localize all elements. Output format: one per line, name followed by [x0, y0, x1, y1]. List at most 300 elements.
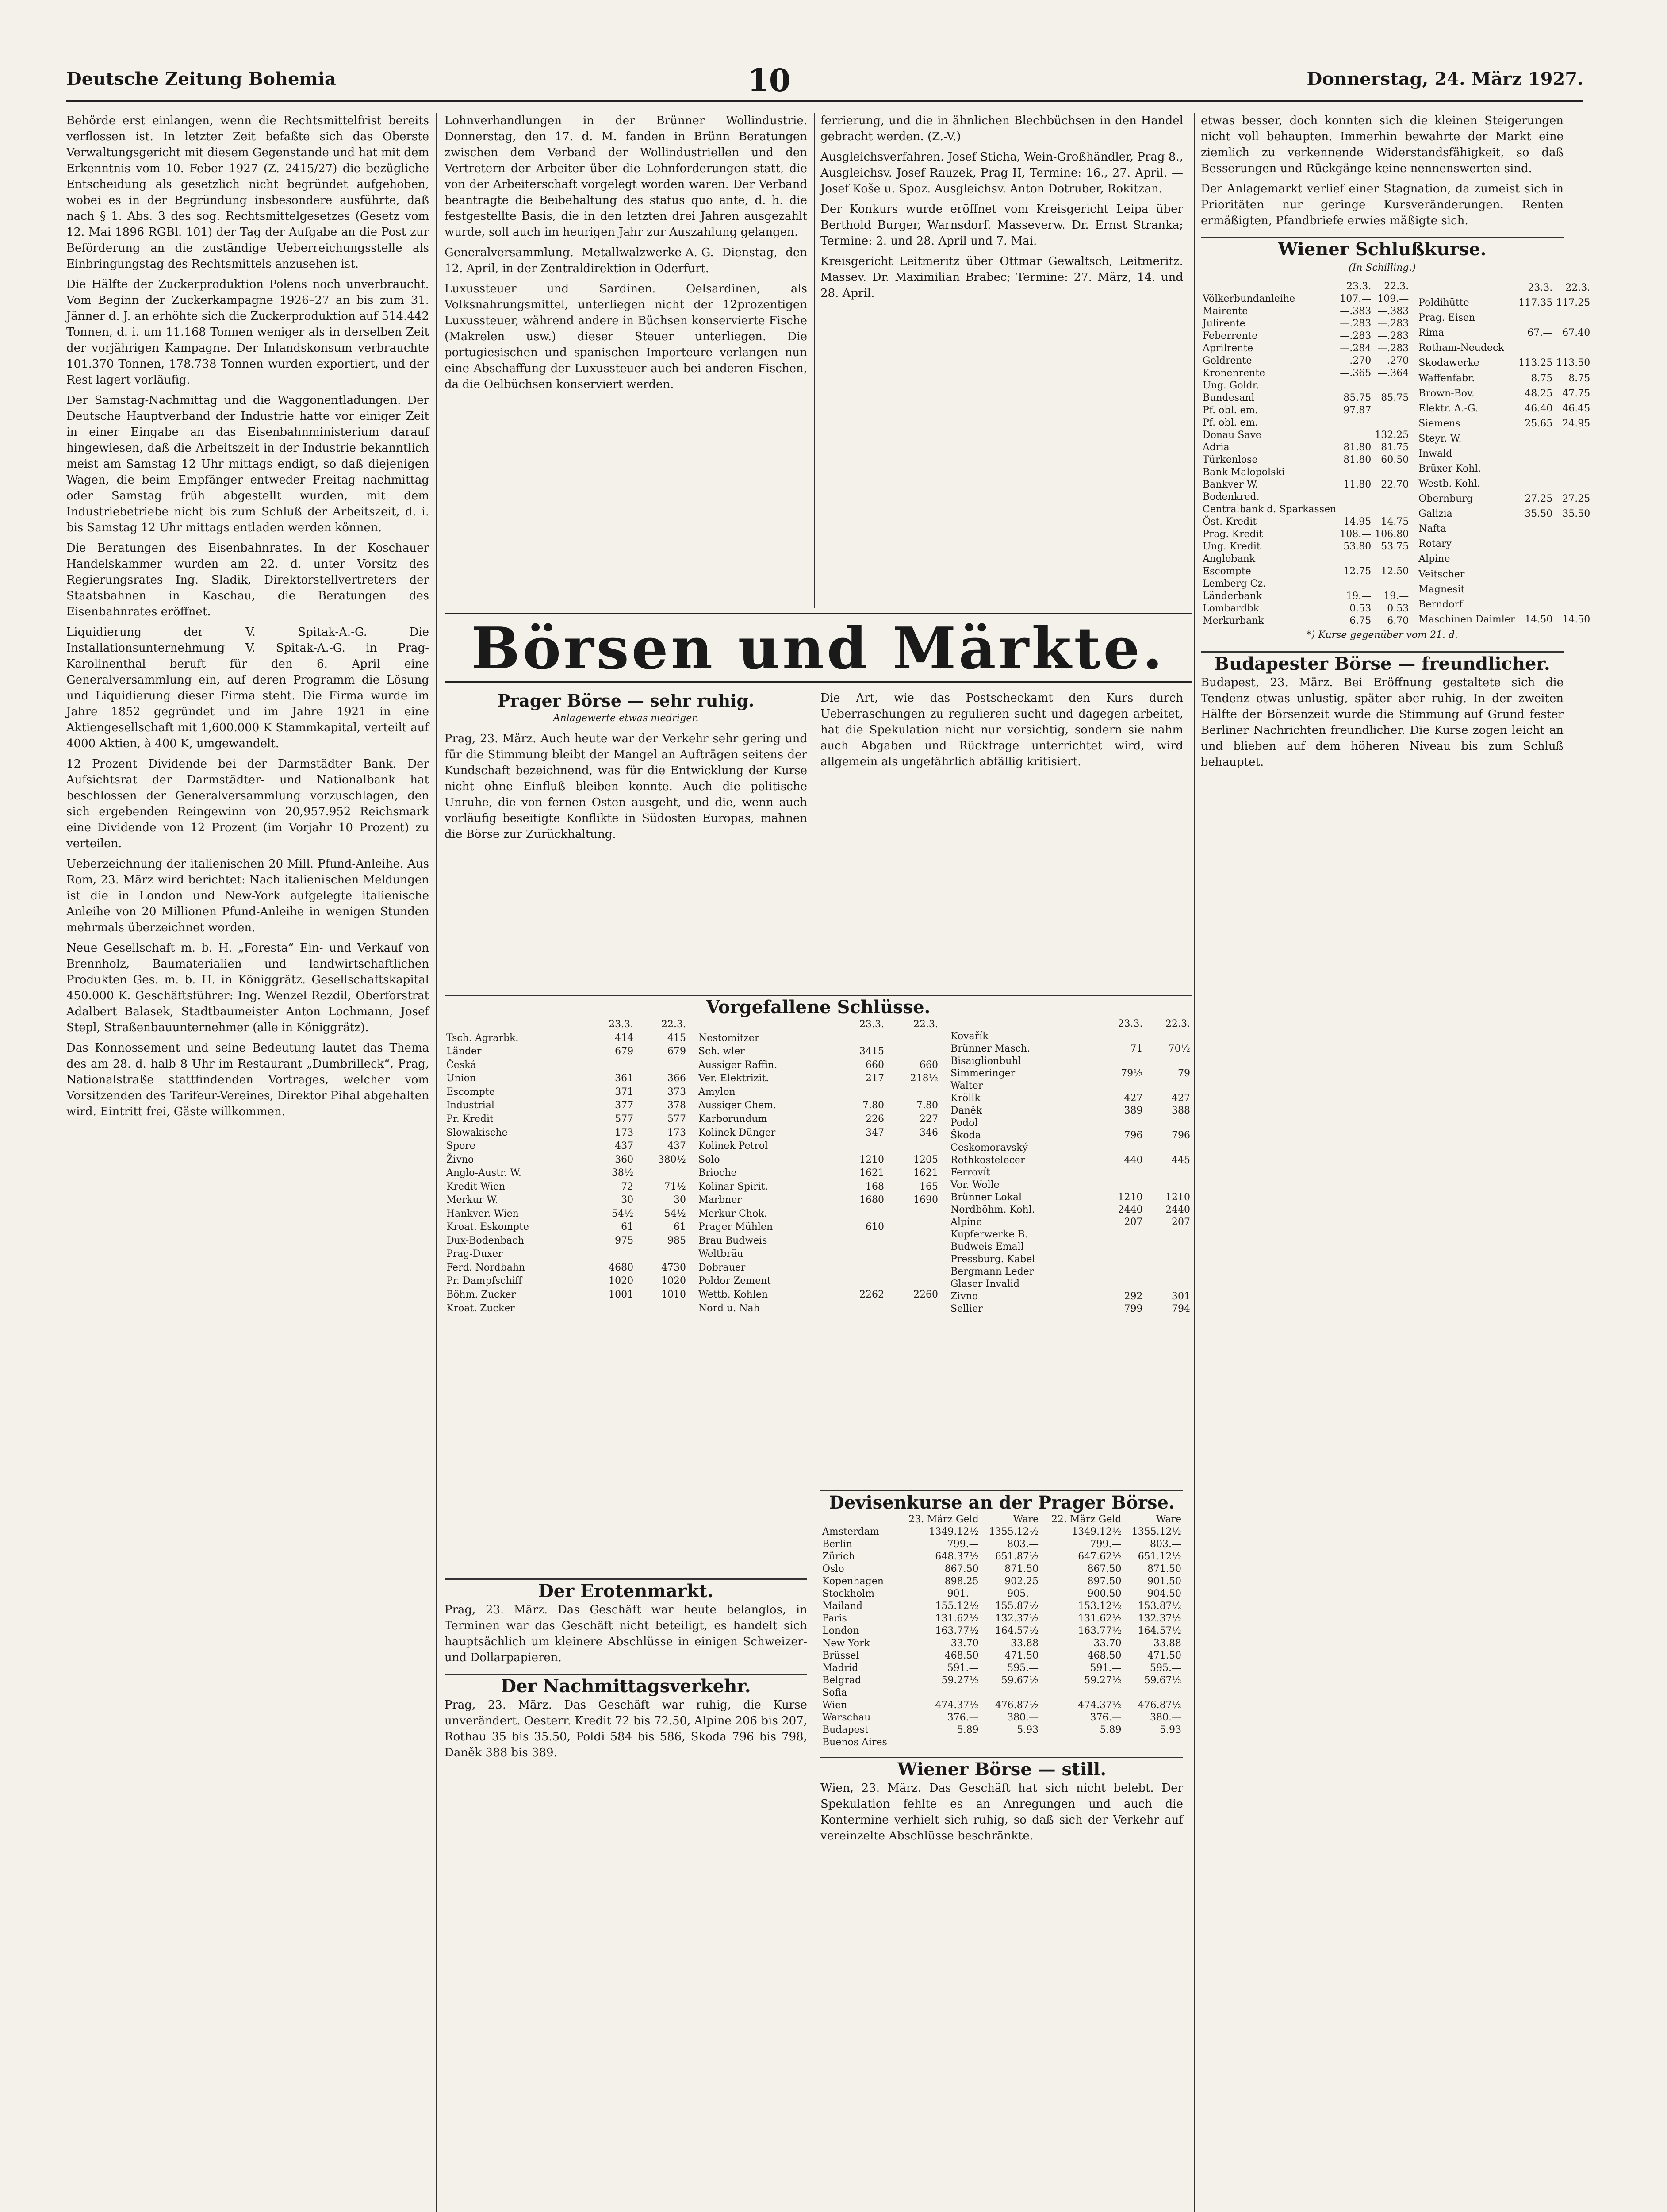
quote-value: 11.80: [1343, 479, 1372, 490]
security-name: Bergmann Leder: [950, 1266, 1034, 1277]
quote-value: [1338, 466, 1373, 479]
table-row: [697, 1288, 940, 1302]
article-paragraph: etwas besser, doch konnten sich die kleinen Steigerungen nicht voll behaupten. Immerhin bewahrte der Markt eine ziemlich zu verkennende Widerstandsfähigkeit, so daß Besserungen und Rückgänge keine nennenswerten sind.: [1201, 114, 1564, 175]
quote-value: 5.93: [1160, 1724, 1181, 1736]
security-name: Zivno: [950, 1291, 978, 1302]
table-row: [949, 1216, 1192, 1229]
quote-value: [1097, 1253, 1144, 1266]
table-row: [697, 1032, 940, 1045]
security-name: Aussiger Raffin.: [698, 1059, 778, 1071]
security-name: Glaser Invalid: [950, 1279, 1020, 1290]
quote-value: [1338, 380, 1373, 392]
wiener-boerse-title: Wiener Börse — still.: [820, 1757, 1183, 1778]
quote-value: 897.50: [1087, 1576, 1122, 1587]
column-3-top: [820, 113, 1183, 577]
quote-value: [1554, 567, 1592, 582]
quote-value: 437: [615, 1141, 634, 1152]
security-name: Pr. Kredit: [446, 1113, 494, 1125]
quote-value: 132.25: [1375, 430, 1409, 441]
quote-value: 97.87: [1343, 405, 1372, 416]
quote-value: —.283: [1340, 318, 1372, 329]
table-row: [1201, 578, 1410, 590]
quote-value: 79: [1178, 1068, 1190, 1079]
security-name: Kolinek Dünger: [698, 1127, 776, 1138]
quote-value: [1144, 1117, 1192, 1129]
quote-value: 437: [667, 1141, 686, 1152]
table-row: [1417, 461, 1592, 476]
quote-value: 415: [667, 1032, 686, 1044]
quote-value: 867.50: [1087, 1563, 1122, 1575]
table-row: [445, 1072, 688, 1086]
quote-value: 985: [667, 1235, 686, 1246]
quote-value: 35.50: [1525, 508, 1553, 520]
security-name: Bundesanl: [1203, 392, 1255, 403]
security-name: Simmeringer: [950, 1068, 1016, 1079]
quote-value: 27.25: [1525, 493, 1553, 505]
quote-value: [1554, 446, 1592, 461]
quote-value: [1123, 1687, 1184, 1699]
security-name: Pf. obl. em.: [1203, 417, 1258, 428]
quote-value: [886, 1045, 940, 1059]
quote-value: 60.50: [1381, 454, 1409, 465]
table-row: [820, 1650, 1183, 1662]
table-row: [949, 1241, 1192, 1253]
quote-value: 207: [1172, 1217, 1190, 1228]
quote-value: 12.50: [1381, 566, 1409, 577]
table-row: [1201, 380, 1410, 392]
quote-value: 388: [1172, 1105, 1190, 1116]
quote-value: 346: [920, 1127, 938, 1138]
quote-value: 5.93: [1017, 1724, 1039, 1736]
security-name: Sch. wler: [698, 1046, 745, 1057]
column-1: [66, 113, 429, 2212]
quote-value: —.283: [1340, 330, 1372, 342]
table-row: [445, 1194, 688, 1207]
quote-value: [1097, 1117, 1144, 1129]
quote-value: 72: [621, 1181, 634, 1192]
security-name: Škoda: [950, 1130, 981, 1141]
quote-value: [635, 1059, 688, 1072]
quote-value: [1144, 1266, 1192, 1278]
quote-value: 591.—: [947, 1663, 979, 1674]
quote-value: 867.50: [944, 1563, 979, 1575]
security-name: Kronenrente: [1203, 368, 1265, 379]
quote-value: 905.—: [1007, 1588, 1039, 1599]
quote-value: [1097, 1080, 1144, 1092]
table-row: [949, 1117, 1192, 1129]
quote-value: 59.67½: [1001, 1675, 1039, 1686]
quote-value: 1349.12½: [929, 1526, 979, 1537]
quote-value: 474.37½: [1078, 1700, 1122, 1711]
security-name: London: [822, 1625, 859, 1636]
quote-value: 30: [621, 1194, 634, 1206]
table-row: [697, 1099, 940, 1113]
quote-value: [838, 1086, 886, 1099]
quote-value: 61: [674, 1221, 686, 1233]
quote-value: 900.50: [1087, 1588, 1122, 1599]
table-row: [1417, 431, 1592, 446]
quote-value: —.283: [1377, 330, 1409, 342]
security-name: Dobrauer: [698, 1262, 746, 1273]
quote-value: 155.87½: [995, 1601, 1039, 1612]
table-row: [949, 1266, 1192, 1278]
table-row: [1201, 367, 1410, 380]
quote-value: 117.35: [1518, 297, 1553, 309]
table-row: [949, 1179, 1192, 1191]
security-name: Nordböhm. Kohl.: [950, 1204, 1035, 1215]
security-name: Madrid: [822, 1663, 858, 1674]
security-name: Merkur Chok.: [698, 1208, 767, 1219]
security-name: Alpine: [950, 1217, 982, 1228]
security-name: Feberrente: [1203, 330, 1258, 342]
quote-value: 218½: [910, 1073, 938, 1084]
quote-value: [1373, 578, 1410, 590]
quote-value: 59.27½: [941, 1675, 979, 1686]
table-row: [445, 1059, 688, 1072]
security-name: Escompte: [1203, 566, 1251, 577]
quote-value: [897, 1736, 980, 1749]
security-name: Öst. Kredit: [1203, 516, 1257, 527]
table-row: [1417, 446, 1592, 461]
prager-boerse-title: Prager Börse — sehr ruhig.: [497, 691, 755, 710]
security-name: Julirente: [1203, 318, 1245, 329]
quote-value: 173: [615, 1127, 634, 1138]
security-name: Pressburg. Kabel: [950, 1254, 1035, 1265]
article-paragraph: 12 Prozent Dividende bei der Darmstädter Bank. Der Aufsichtsrat der Darmstädter- und Nationalbank hat beschlossen der Generalversammlung vorzuschlagen, den sich ergebenden Reingewinn von 20,957.952 Reichsmark eine Dividende von 12 Prozent (im Vorjahr 10 Prozent) zu verteilen.: [66, 757, 429, 850]
article-paragraph: Ausgleichsverfahren. Josef Sticha, Wein-Großhändler, Prag 8., Ausgleichsv. Josef Rauzek, Prag II, Termine: 16., 27. April. — Josef Koše u. Spoz. Ausgleichsv. Anton Dotruber, Rokitzan.: [820, 150, 1183, 196]
quote-value: 163.77½: [935, 1625, 979, 1636]
table-row: [820, 1551, 1183, 1563]
security-name: Rima: [1418, 327, 1444, 339]
table-row: [445, 1032, 688, 1045]
quote-value: 679: [615, 1046, 634, 1057]
quote-value: 376.—: [947, 1712, 979, 1723]
quote-value: [1517, 552, 1554, 567]
quote-value: 380.—: [1150, 1712, 1181, 1723]
schluesse-table-2: [697, 1018, 940, 1315]
quote-value: 113.50: [1556, 357, 1590, 369]
quote-value: 871.50: [1004, 1563, 1039, 1575]
quote-value: 595.—: [1007, 1663, 1039, 1674]
security-name: Brünner Masch.: [950, 1043, 1031, 1054]
table-row: [1417, 296, 1592, 311]
column-2-top: [445, 113, 807, 577]
quote-value: 165: [920, 1181, 938, 1192]
quote-value: [1144, 1241, 1192, 1253]
security-name: Brown-Bov.: [1418, 388, 1475, 399]
quote-value: 53.80: [1343, 541, 1372, 552]
quote-value: 360: [615, 1154, 634, 1165]
header-cell: 23. März Geld: [908, 1514, 979, 1525]
table-row: [1417, 356, 1592, 371]
quote-value: [1554, 552, 1592, 567]
security-name: Buenos Aires: [822, 1737, 887, 1748]
quote-value: 301: [1172, 1291, 1190, 1302]
quote-value: 577: [615, 1113, 634, 1125]
security-name: Karborundum: [698, 1113, 767, 1125]
quote-value: 108.—: [1340, 529, 1372, 540]
quote-value: 6.70: [1387, 615, 1409, 626]
quote-value: 2260: [913, 1289, 938, 1300]
quote-value: 378: [667, 1100, 686, 1111]
quote-value: [1338, 491, 1373, 503]
quote-value: 679: [667, 1046, 686, 1057]
article-paragraph: Das Konnossement und seine Bedeutung lautet das Thema des am 28. d. halb 8 Uhr im Restaurant „Dumbrilleck“, Prag, Nationalstraße stattfindenden Vortrages, welcher vom Vorsitzenden des Tarifeur-Vereines, Direktor Pihal abgehalten wird. Eintritt frei, Gäste willkommen.: [66, 1041, 429, 1118]
quote-value: [1554, 582, 1592, 597]
quote-value: —.284: [1340, 343, 1372, 354]
security-name: Alpine: [1418, 553, 1450, 565]
quote-value: 377: [615, 1100, 634, 1111]
quote-value: [886, 1261, 940, 1275]
table-row: [949, 1080, 1192, 1092]
table-row: [1201, 553, 1410, 565]
article-paragraph: Liquidierung der V. Spitak-A.-G. Die Installationsunternehmung V. Spitak-A.-G. in Prag-Karolinenthal beruft für den 6. April eine Generalversammlung ein, auf deren Programm die Lösung und Liquidierung dieser Firma steht. Die Firma wurde im Jahre 1852 gegründet und im Jahre 1921 in eine Aktiengesellschaft mit 1,600.000 K Stammkapital, verteilt auf 4000 Aktien, à 400 K, umgewandelt.: [66, 626, 429, 750]
security-name: Rotary: [1418, 538, 1452, 550]
security-name: Spore: [446, 1141, 475, 1152]
table-row: [1201, 528, 1410, 541]
security-name: Prager Mühlen: [698, 1221, 773, 1233]
quote-value: [1097, 1179, 1144, 1191]
table-row: [697, 1275, 940, 1288]
quote-value: [1554, 461, 1592, 476]
table-row: [820, 1538, 1183, 1551]
quote-value: [1097, 1278, 1144, 1290]
table-row: [1417, 492, 1592, 507]
security-name: Steyr. W.: [1418, 433, 1462, 444]
quote-value: 217: [866, 1073, 885, 1084]
security-name: Ferd. Nordbahn: [446, 1262, 525, 1273]
article-paragraph: Ueberzeichnung der italienischen 20 Mill. Pfund-Anleihe. Aus Rom, 23. März wird berichtet: Nach italienischen Meldungen ist die in London und New-York aufgelegte italienische Anleihe von 20 Millionen Pfund-Anleihe in wenigen Stunden mehrmals überzeichnet worden.: [66, 857, 429, 934]
table-row: [1417, 386, 1592, 401]
quote-value: [1144, 1080, 1192, 1092]
quote-value: [1517, 431, 1554, 446]
security-name: Länderbank: [1203, 591, 1262, 602]
table-row: [1201, 603, 1410, 615]
table-row: [697, 1113, 940, 1126]
header-cell: [697, 1018, 838, 1032]
quote-value: 226: [866, 1113, 885, 1125]
quote-value: 81.80: [1343, 442, 1372, 453]
security-name: Industrial: [446, 1100, 494, 1111]
quote-value: [1373, 417, 1410, 429]
quote-value: —.383: [1340, 306, 1372, 317]
quote-value: [1097, 1167, 1144, 1179]
table-row: [697, 1059, 940, 1072]
quote-value: [1097, 1030, 1144, 1043]
article-paragraph: Generalversammlung. Metallwalzwerke-A.-G. Dienstag, den 12. April, in der Zentraldirektion in Oderfurt.: [445, 246, 807, 275]
quote-value: 173: [667, 1127, 686, 1138]
security-name: Poldihütte: [1418, 297, 1469, 309]
quote-value: 904.50: [1147, 1588, 1181, 1599]
quote-value: 445: [1172, 1155, 1190, 1166]
article-paragraph: Luxussteuer und Sardinen. Oelsardinen, als Volksnahrungsmittel, unterliegen nicht der 12prozentigen Luxussteuer, während andere in Büchsen konservierte Fische (Makrelen usw.) dieser Steuer unterliegen. Die portugiesischen und spanischen Importeure verlangen nun eine Abschaffung der Luxussteuer auch bei anderen Fischen, da die Oelbüchsen konserviert werden.: [445, 282, 807, 391]
security-name: Wettb. Kohlen: [698, 1289, 768, 1300]
quote-value: 8.75: [1531, 373, 1553, 384]
header-cell: 22. März Geld: [1051, 1514, 1122, 1525]
quote-value: 651.87½: [995, 1551, 1039, 1562]
header-cell: 22.3.: [1384, 281, 1409, 292]
quote-value: 8.75: [1568, 373, 1590, 384]
table-row: [1201, 355, 1410, 367]
quote-value: 871.50: [1147, 1563, 1181, 1575]
quote-value: [1144, 1167, 1192, 1179]
quote-value: 7.80: [916, 1100, 938, 1111]
security-name: Brüssel: [822, 1650, 859, 1661]
quote-value: [1338, 578, 1373, 590]
table-row: [1201, 305, 1410, 318]
security-name: Brünner Lokal: [950, 1192, 1022, 1203]
quote-value: 1020: [661, 1275, 686, 1287]
prager-boerse-subtitle: Anlagewerte etwas niedriger.: [553, 713, 699, 724]
quote-value: 67.40: [1562, 327, 1590, 339]
quote-value: 164.57½: [995, 1625, 1039, 1636]
quote-value: 591.—: [1090, 1663, 1122, 1674]
security-name: Böhm. Zucker: [446, 1289, 516, 1300]
quote-value: [1517, 461, 1554, 476]
page-header: [66, 62, 1583, 102]
schluesse-table-1: [445, 1018, 688, 1315]
table-row: [697, 1180, 940, 1194]
quote-value: 70½: [1168, 1043, 1190, 1054]
quote-value: 19.—: [1383, 591, 1409, 602]
quote-value: [838, 1207, 886, 1221]
table-row: [445, 1045, 688, 1059]
quote-value: [1517, 446, 1554, 461]
quote-value: 427: [1172, 1093, 1190, 1104]
table-row: [949, 1142, 1192, 1154]
quote-value: 27.25: [1562, 493, 1590, 505]
quote-value: [1373, 404, 1410, 417]
table-row: [697, 1207, 940, 1221]
quote-value: 292: [1124, 1291, 1143, 1302]
table-row: [697, 1248, 940, 1261]
quote-value: 975: [615, 1235, 634, 1246]
quote-value: —.283: [1377, 318, 1409, 329]
header-cell: 23.3.: [1118, 1018, 1143, 1029]
quote-value: 1355.12½: [1131, 1526, 1181, 1537]
table-row: [949, 1253, 1192, 1266]
quote-value: 3415: [859, 1046, 885, 1057]
quote-value: 85.75: [1381, 392, 1409, 403]
quote-value: 132.37½: [995, 1613, 1039, 1624]
security-name: Wien: [822, 1700, 847, 1711]
quote-value: 901.50: [1147, 1576, 1181, 1587]
security-name: Pf. obl. em.: [1203, 405, 1258, 416]
security-name: Prag. Eisen: [1418, 312, 1475, 324]
security-name: Kopenhagen: [822, 1576, 884, 1587]
quote-value: 648.37½: [935, 1551, 979, 1562]
header-cell: 23.3.: [859, 1019, 885, 1030]
table-row: [949, 1167, 1192, 1179]
quote-value: 61: [621, 1221, 634, 1233]
quote-value: 1690: [913, 1194, 938, 1206]
quote-value: [1144, 1253, 1192, 1266]
quote-value: 2440: [1165, 1204, 1190, 1215]
table-row: [445, 1140, 688, 1153]
quote-value: [886, 1207, 940, 1221]
quote-value: 380½: [658, 1154, 686, 1165]
security-name: Solo: [698, 1154, 720, 1165]
table-row: [1201, 491, 1410, 503]
table-row: [697, 1221, 940, 1234]
table-row: [820, 1724, 1183, 1736]
table-row: [697, 1234, 940, 1248]
table-row: [949, 1191, 1192, 1204]
prager-boerse-block: [445, 690, 807, 847]
wiener-kurse-footnote: *) Kurse gegenüber vom 21. d.: [1306, 630, 1458, 641]
quote-value: 54½: [664, 1208, 686, 1219]
quote-value: 427: [1124, 1093, 1143, 1104]
quote-value: 1020: [609, 1275, 634, 1287]
market-commentary-text: Die Art, wie das Postscheckamt den Kurs durch Ueberraschungen zu regulieren sucht und dagegen arbeitet, hat die Spekulation nicht nur vorsichtig, sondern sie nahm auch Abgaben und Rückfrage unterrichtet wird, wird allgemein als ungefährlich abfällig kritisiert.: [820, 691, 1183, 768]
quote-value: 46.45: [1562, 403, 1590, 414]
security-name: Türkenlose: [1203, 454, 1258, 465]
quote-value: 1210: [1118, 1192, 1143, 1203]
quote-value: 796: [1124, 1130, 1143, 1141]
security-name: Mairente: [1203, 306, 1248, 317]
security-name: Anglobank: [1203, 553, 1256, 565]
article-paragraph: Behörde erst einlangen, wenn die Rechtsmittelfrist bereits verflossen ist. In letzter Zeit befaßte sich das Oberste Verwaltungsgericht mit diesem Gegenstande und hat mit dem Erkenntnis vom 10. Feber 1927 (Z. 2415/27) die bezügliche Entscheidung als gesetzlich nicht begründet aufgehoben, wobei es in der Begründung insbesondere ausführte, daß nach § 1. Abs. 3 des sog. Rechtsmittelgesetzes (Gesetz vom 12. Mai 1896 RGBl. 101) der Tag der Aufgabe an die Post zur Beförderung an die zuständige Ueberreichungsstelle als Einbringungstag des Rechtsmittels anzusehen ist.: [66, 114, 429, 271]
security-name: Warschau: [822, 1712, 871, 1723]
table-row: [1201, 503, 1410, 516]
quote-value: 796: [1172, 1130, 1190, 1141]
security-name: Kovařík: [950, 1031, 989, 1042]
table-row: [1417, 326, 1592, 341]
security-name: Kroat. Eskompte: [446, 1221, 529, 1233]
erotenmarkt-text: Prag, 23. März. Das Geschäft war heute belanglos, in Terminen war das Geschäft nicht beteiligt, es handelt sich hauptsächlich um kleinere Abschlüsse in einigen Schweizer- und Dollarpapieren.: [445, 1603, 807, 1664]
quote-value: 54½: [611, 1208, 634, 1219]
security-name: Ver. Elektrizit.: [698, 1073, 769, 1084]
quote-value: 81.75: [1381, 442, 1409, 453]
quote-value: 4680: [609, 1262, 634, 1273]
quote-value: [635, 1248, 688, 1261]
security-name: Dux-Bodenbach: [446, 1235, 524, 1246]
quote-value: 168: [866, 1181, 885, 1192]
table-row: [1201, 442, 1410, 454]
header-cell: [445, 1018, 588, 1032]
quote-value: [1517, 582, 1554, 597]
quote-value: [1554, 597, 1592, 612]
table-row: [820, 1526, 1183, 1538]
quote-value: 1205: [913, 1154, 938, 1165]
schluesse-title: Vorgefallene Schlüsse.: [445, 995, 1192, 1015]
security-name: Kolinek Petrol: [698, 1141, 768, 1152]
quote-value: 794: [1172, 1303, 1190, 1314]
wiener-boerse-text: Wien, 23. März. Das Geschäft hat sich nicht belebt. Der Spekulation fehlte es an Anregungen und auch die Kontermine verhielt sich ruhig, so daß sich der Verkehr auf vereinzelte Abschlüsse beschränkte.: [820, 1782, 1183, 1843]
security-name: Skodawerke: [1418, 357, 1479, 369]
table-row: [1201, 318, 1410, 330]
table-row: [1417, 311, 1592, 326]
security-name: Donau Save: [1203, 430, 1261, 441]
quote-value: 468.50: [944, 1650, 979, 1661]
security-name: Escompte: [446, 1086, 495, 1098]
security-name: Bodenkred.: [1203, 492, 1260, 503]
table-row: [1201, 293, 1410, 305]
security-name: Siemens: [1418, 418, 1460, 429]
table-row: [1201, 342, 1410, 355]
quote-value: [1373, 553, 1410, 565]
quote-value: 371: [615, 1086, 634, 1098]
quote-value: 1621: [913, 1167, 938, 1179]
security-name: Weltbräu: [698, 1248, 743, 1260]
table-row: [949, 1129, 1192, 1142]
quote-value: 117.25: [1556, 297, 1590, 309]
security-name: Nafta: [1418, 523, 1446, 535]
quote-value: 5.89: [1100, 1724, 1122, 1736]
quote-value: 471.50: [1147, 1650, 1181, 1661]
devisen-table: [820, 1513, 1183, 1749]
table-row: [697, 1167, 940, 1180]
